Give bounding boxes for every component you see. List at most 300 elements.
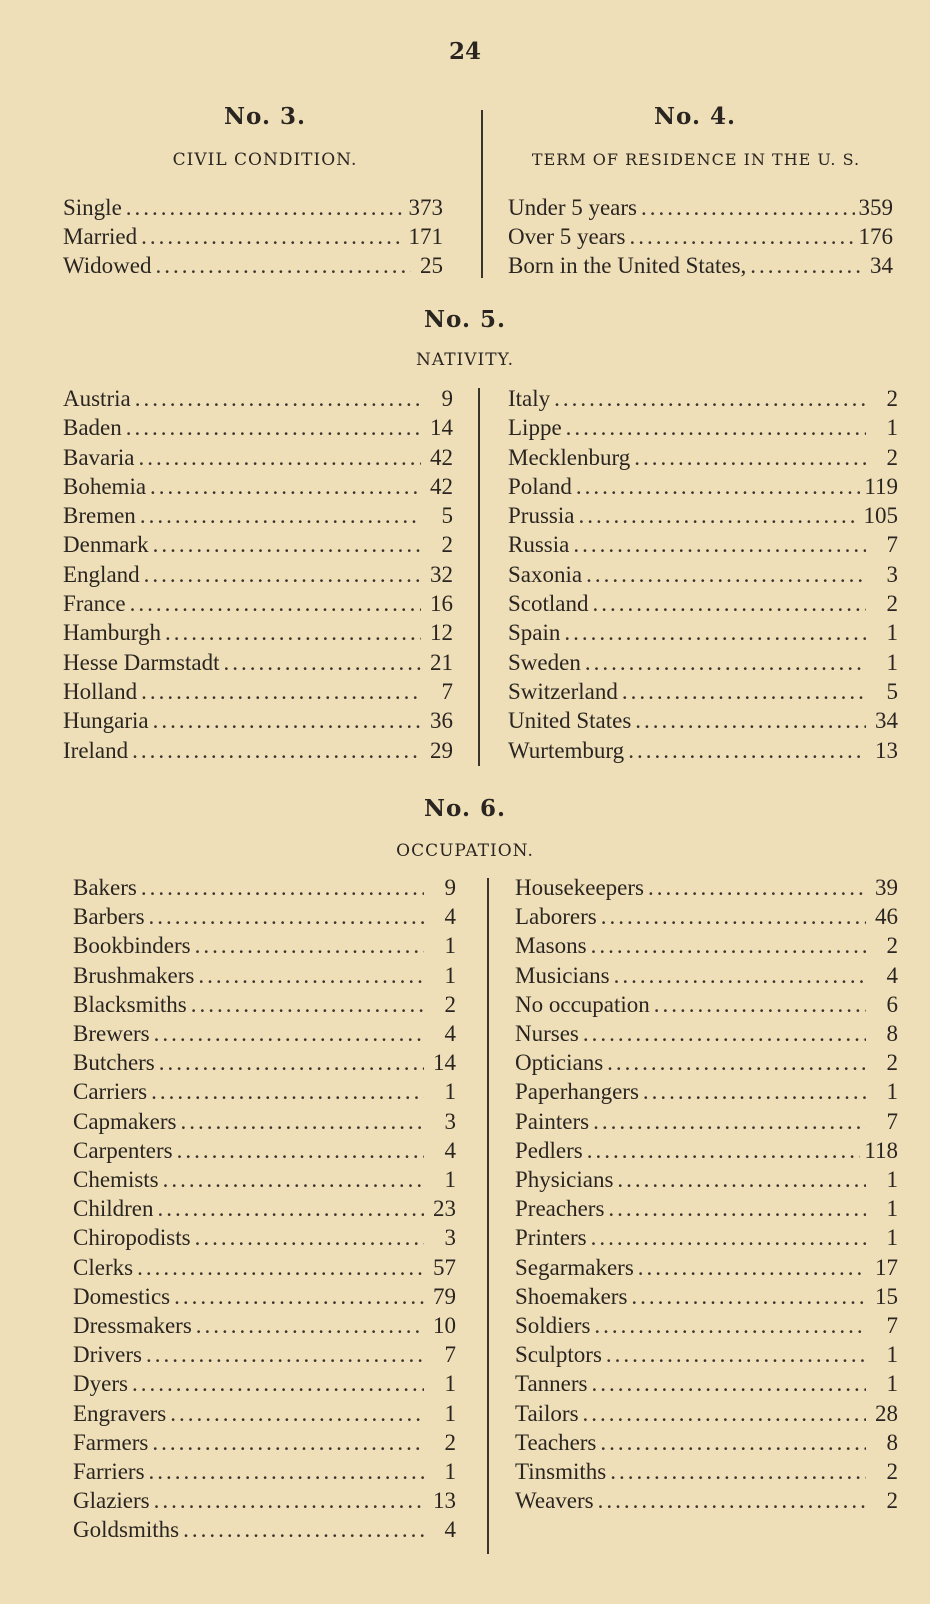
dot-leader bbox=[146, 1340, 424, 1369]
dot-leader bbox=[593, 1107, 866, 1136]
occupation-left-list bbox=[73, 873, 456, 1545]
dot-leader bbox=[635, 706, 866, 735]
table-row bbox=[73, 931, 456, 960]
row-label: Mecklenburg bbox=[508, 444, 631, 470]
table-row bbox=[515, 1253, 898, 1282]
dot-leader bbox=[606, 1340, 866, 1369]
dot-leader bbox=[224, 648, 422, 677]
row-label: No occupation bbox=[515, 991, 650, 1017]
row-value: 7 bbox=[441, 678, 453, 704]
table-row bbox=[73, 1340, 456, 1369]
dot-leader bbox=[573, 530, 866, 559]
dot-leader bbox=[628, 736, 866, 765]
row-label: Farmers bbox=[73, 1429, 149, 1455]
dot-leader bbox=[180, 1107, 424, 1136]
table-row bbox=[63, 501, 453, 530]
table-row bbox=[73, 1428, 456, 1457]
table-row bbox=[73, 1486, 456, 1515]
table-row bbox=[63, 736, 453, 765]
table-row bbox=[63, 472, 453, 501]
row-label: Baden bbox=[63, 415, 122, 441]
table-row bbox=[73, 1048, 456, 1077]
dot-leader bbox=[578, 501, 859, 530]
dot-leader bbox=[195, 931, 424, 960]
table-row bbox=[73, 1253, 456, 1282]
dot-leader bbox=[641, 193, 854, 222]
row-label: Weavers bbox=[515, 1488, 594, 1514]
column-divider-occupation bbox=[487, 878, 489, 1554]
table-row bbox=[73, 902, 456, 931]
residence-list bbox=[508, 193, 893, 280]
row-label: Goldsmiths bbox=[73, 1517, 180, 1543]
table-row bbox=[515, 1107, 898, 1136]
dot-leader bbox=[195, 1223, 424, 1252]
row-value: 1 bbox=[444, 1167, 456, 1193]
row-label: Soldiers bbox=[515, 1313, 591, 1339]
table-row bbox=[63, 648, 453, 677]
row-value: 1 bbox=[886, 1079, 898, 1105]
row-label: Sweden bbox=[508, 649, 581, 675]
dot-leader bbox=[137, 1253, 424, 1282]
row-label: Saxonia bbox=[508, 561, 583, 587]
table-row bbox=[73, 1223, 456, 1252]
table-row bbox=[63, 706, 453, 735]
row-value: 14 bbox=[433, 1050, 456, 1076]
row-value: 4 bbox=[444, 1137, 456, 1163]
dot-leader bbox=[630, 222, 855, 251]
row-value: 2 bbox=[886, 1488, 898, 1514]
row-label: Tinsmiths bbox=[515, 1459, 607, 1485]
dot-leader bbox=[643, 1077, 866, 1106]
table-row bbox=[508, 193, 893, 222]
dot-leader bbox=[177, 1136, 424, 1165]
row-value: 359 bbox=[858, 195, 893, 220]
dot-leader bbox=[554, 384, 866, 413]
row-value: 1 bbox=[444, 1371, 456, 1397]
row-value: 34 bbox=[870, 253, 893, 278]
row-label: Barbers bbox=[73, 904, 145, 930]
table-row bbox=[515, 1369, 898, 1398]
dot-leader bbox=[587, 1136, 861, 1165]
nativity-number: No. 5. bbox=[424, 306, 506, 333]
table-row bbox=[515, 1282, 898, 1311]
column-divider-nativity bbox=[478, 388, 480, 766]
dot-leader bbox=[601, 902, 866, 931]
dot-leader bbox=[156, 251, 412, 280]
table-row bbox=[73, 1019, 456, 1048]
dot-leader bbox=[141, 677, 421, 706]
table-row bbox=[515, 1077, 898, 1106]
dot-leader bbox=[151, 1077, 424, 1106]
row-label: Dyers bbox=[73, 1371, 128, 1397]
row-label: Sculptors bbox=[515, 1342, 602, 1368]
table-row bbox=[63, 413, 453, 442]
dot-leader bbox=[126, 193, 405, 222]
row-label: Born in the United States, bbox=[508, 253, 747, 278]
row-label: Prussia bbox=[508, 503, 575, 529]
dot-leader bbox=[654, 990, 866, 1019]
row-label: Capmakers bbox=[73, 1108, 177, 1134]
table-row bbox=[508, 618, 898, 647]
dot-leader bbox=[585, 648, 866, 677]
row-value: 1 bbox=[444, 933, 456, 959]
row-value: 8 bbox=[886, 1021, 898, 1047]
row-label: Lippe bbox=[508, 415, 562, 441]
row-value: 3 bbox=[444, 1108, 456, 1134]
table-row bbox=[73, 873, 456, 902]
table-row bbox=[515, 1340, 898, 1369]
row-value: 1 bbox=[444, 1400, 456, 1426]
dot-leader bbox=[566, 413, 866, 442]
table-row bbox=[508, 530, 898, 559]
row-value: 39 bbox=[875, 875, 898, 900]
table-row bbox=[508, 443, 898, 472]
row-label: Holland bbox=[63, 678, 138, 704]
dot-leader bbox=[583, 1019, 866, 1048]
row-value: 8 bbox=[886, 1429, 898, 1455]
row-label: Wurtemburg bbox=[508, 737, 625, 763]
row-label: Poland bbox=[508, 473, 572, 499]
table-row bbox=[63, 618, 453, 647]
dot-leader bbox=[591, 931, 866, 960]
row-label: Teachers bbox=[515, 1429, 597, 1455]
table-row bbox=[515, 902, 898, 931]
nativity-right-list bbox=[508, 384, 898, 765]
table-row bbox=[515, 1457, 898, 1486]
dot-leader bbox=[130, 589, 421, 618]
row-value: 4 bbox=[886, 962, 898, 988]
dot-leader bbox=[750, 251, 861, 280]
row-value: 2 bbox=[886, 591, 898, 617]
dot-leader bbox=[163, 1165, 424, 1194]
row-label: Dressmakers bbox=[73, 1313, 192, 1339]
row-value: 118 bbox=[864, 1137, 898, 1163]
dot-leader bbox=[153, 706, 421, 735]
row-label: Italy bbox=[508, 386, 551, 411]
table-row bbox=[508, 648, 898, 677]
row-value: 25 bbox=[420, 253, 443, 278]
row-value: 2 bbox=[886, 444, 898, 470]
row-value: 3 bbox=[444, 1225, 456, 1251]
row-value: 79 bbox=[433, 1283, 456, 1309]
row-label: Hungaria bbox=[63, 708, 149, 734]
row-value: 1 bbox=[444, 1459, 456, 1485]
table-row bbox=[73, 1311, 456, 1340]
row-label: Musicians bbox=[515, 962, 610, 988]
row-value: 17 bbox=[875, 1254, 898, 1280]
row-label: Chemists bbox=[73, 1167, 159, 1193]
row-value: 2 bbox=[886, 386, 898, 411]
dot-leader bbox=[191, 990, 424, 1019]
row-label: United States bbox=[508, 708, 632, 734]
dot-leader bbox=[126, 413, 421, 442]
dot-leader bbox=[564, 618, 866, 647]
row-label: Printers bbox=[515, 1225, 587, 1251]
dot-leader bbox=[139, 443, 421, 472]
column-divider-top bbox=[481, 110, 483, 278]
row-label: Spain bbox=[508, 620, 561, 646]
dot-leader bbox=[152, 1428, 424, 1457]
table-row bbox=[515, 1311, 898, 1340]
table-row bbox=[508, 501, 898, 530]
table-row bbox=[508, 384, 898, 413]
row-value: 9 bbox=[441, 386, 453, 411]
row-label: Blacksmiths bbox=[73, 991, 187, 1017]
row-value: 42 bbox=[430, 444, 453, 470]
row-value: 2 bbox=[886, 1050, 898, 1076]
row-value: 1 bbox=[886, 1196, 898, 1222]
row-value: 4 bbox=[444, 1021, 456, 1047]
row-value: 7 bbox=[886, 1108, 898, 1134]
row-value: 1 bbox=[886, 415, 898, 441]
table-row bbox=[63, 530, 453, 559]
dot-leader bbox=[608, 1194, 866, 1223]
row-value: 57 bbox=[433, 1254, 456, 1280]
dot-leader bbox=[594, 1311, 866, 1340]
row-value: 1 bbox=[886, 1371, 898, 1397]
row-label: Denmark bbox=[63, 532, 149, 558]
dot-leader bbox=[598, 1486, 866, 1515]
row-label: Tailors bbox=[515, 1400, 579, 1426]
civil-condition-list bbox=[63, 193, 443, 280]
dot-leader bbox=[159, 1048, 424, 1077]
dot-leader bbox=[135, 384, 421, 413]
row-label: Preachers bbox=[515, 1196, 605, 1222]
table-row bbox=[515, 1136, 898, 1165]
table-row bbox=[508, 251, 893, 280]
row-value: 21 bbox=[430, 649, 453, 675]
row-label: Chiropodists bbox=[73, 1225, 191, 1251]
table-row bbox=[515, 1194, 898, 1223]
civil-condition-heading: CIVIL CONDITION. bbox=[172, 150, 358, 170]
table-row bbox=[508, 677, 898, 706]
row-label: Engravers bbox=[73, 1400, 167, 1426]
row-value: 7 bbox=[444, 1342, 456, 1368]
row-value: 28 bbox=[875, 1400, 898, 1426]
row-value: 46 bbox=[875, 904, 898, 930]
dot-leader bbox=[144, 560, 421, 589]
table-row bbox=[515, 1019, 898, 1048]
table-row bbox=[73, 1282, 456, 1311]
row-label: Switzerland bbox=[508, 678, 618, 704]
row-value: 29 bbox=[430, 737, 453, 763]
nativity-left-list bbox=[63, 384, 453, 765]
row-value: 373 bbox=[408, 195, 443, 220]
row-label: Bremen bbox=[63, 503, 136, 529]
dot-leader bbox=[141, 222, 404, 251]
row-label: Brushmakers bbox=[73, 962, 195, 988]
dot-leader bbox=[600, 1428, 866, 1457]
row-label: Domestics bbox=[73, 1283, 171, 1309]
table-row bbox=[515, 1399, 898, 1428]
row-label: Brewers bbox=[73, 1021, 150, 1047]
table-row bbox=[73, 990, 456, 1019]
dot-leader bbox=[638, 1253, 866, 1282]
table-row bbox=[73, 1515, 456, 1544]
table-row bbox=[73, 1369, 456, 1398]
row-label: France bbox=[63, 591, 126, 617]
row-value: 6 bbox=[886, 991, 898, 1017]
row-label: Scotland bbox=[508, 591, 589, 617]
table-row bbox=[63, 251, 443, 280]
table-row bbox=[63, 384, 453, 413]
table-row bbox=[73, 1107, 456, 1136]
dot-leader bbox=[183, 1515, 424, 1544]
dot-leader bbox=[174, 1282, 424, 1311]
dot-leader bbox=[648, 873, 866, 902]
dot-leader bbox=[153, 530, 421, 559]
row-label: Married bbox=[63, 224, 138, 249]
row-value: 119 bbox=[864, 473, 898, 499]
residence-heading: TERM OF RESIDENCE IN THE U. S. bbox=[531, 150, 861, 169]
row-label: Paperhangers bbox=[515, 1079, 639, 1105]
row-value: 14 bbox=[430, 415, 453, 441]
row-value: 171 bbox=[408, 224, 443, 249]
table-row bbox=[508, 472, 898, 501]
row-value: 2 bbox=[444, 1429, 456, 1455]
row-label: Bookbinders bbox=[73, 933, 191, 959]
dot-leader bbox=[170, 1399, 424, 1428]
dot-leader bbox=[614, 961, 866, 990]
row-value: 2 bbox=[886, 1459, 898, 1485]
table-row bbox=[63, 443, 453, 472]
row-value: 4 bbox=[444, 1517, 456, 1543]
row-label: Austria bbox=[63, 386, 131, 411]
dot-leader bbox=[593, 589, 867, 618]
row-value: 13 bbox=[875, 737, 898, 763]
row-value: 1 bbox=[886, 649, 898, 675]
dot-leader bbox=[140, 501, 421, 530]
row-value: 9 bbox=[444, 875, 456, 900]
row-value: 5 bbox=[886, 678, 898, 704]
occupation-heading: OCCUPATION. bbox=[396, 841, 534, 861]
row-value: 1 bbox=[886, 1342, 898, 1368]
row-value: 10 bbox=[433, 1313, 456, 1339]
row-value: 2 bbox=[444, 991, 456, 1017]
table-row bbox=[73, 1457, 456, 1486]
row-label: Over 5 years bbox=[508, 224, 626, 249]
table-row bbox=[515, 931, 898, 960]
dot-leader bbox=[158, 1194, 425, 1223]
row-value: 12 bbox=[430, 620, 453, 646]
row-label: Opticians bbox=[515, 1050, 604, 1076]
row-label: Children bbox=[73, 1196, 154, 1222]
row-value: 13 bbox=[433, 1488, 456, 1514]
table-row bbox=[508, 222, 893, 251]
row-label: Clerks bbox=[73, 1254, 134, 1280]
dot-leader bbox=[622, 677, 866, 706]
table-row bbox=[515, 1165, 898, 1194]
row-label: Bakers bbox=[73, 875, 137, 900]
dot-leader bbox=[591, 1223, 866, 1252]
row-label: Single bbox=[63, 195, 122, 220]
row-value: 176 bbox=[858, 224, 893, 249]
row-label: Segarmakers bbox=[515, 1254, 634, 1280]
row-value: 7 bbox=[886, 1313, 898, 1339]
row-label: Bohemia bbox=[63, 473, 147, 499]
table-row bbox=[508, 560, 898, 589]
table-row bbox=[508, 413, 898, 442]
table-row bbox=[515, 1486, 898, 1515]
row-value: 23 bbox=[433, 1196, 456, 1222]
row-value: 34 bbox=[875, 708, 898, 734]
table-row bbox=[73, 961, 456, 990]
table-row bbox=[508, 589, 898, 618]
row-value: 32 bbox=[430, 561, 453, 587]
row-value: 16 bbox=[430, 591, 453, 617]
table-row bbox=[515, 873, 898, 902]
row-label: Farriers bbox=[73, 1459, 145, 1485]
row-label: Butchers bbox=[73, 1050, 155, 1076]
row-label: Physicians bbox=[515, 1167, 614, 1193]
table-row bbox=[63, 560, 453, 589]
dot-leader bbox=[576, 472, 860, 501]
row-label: Widowed bbox=[63, 253, 152, 278]
dot-leader bbox=[198, 961, 424, 990]
row-label: Ireland bbox=[63, 737, 129, 763]
row-label: Laborers bbox=[515, 904, 597, 930]
table-row bbox=[73, 1399, 456, 1428]
table-row bbox=[63, 589, 453, 618]
row-label: England bbox=[63, 561, 140, 587]
row-value: 15 bbox=[875, 1283, 898, 1309]
row-label: Carriers bbox=[73, 1079, 148, 1105]
row-value: 36 bbox=[430, 708, 453, 734]
row-value: 2 bbox=[441, 532, 453, 558]
dot-leader bbox=[132, 1369, 424, 1398]
row-value: 1 bbox=[886, 1167, 898, 1193]
row-value: 5 bbox=[441, 503, 453, 529]
dot-leader bbox=[607, 1048, 866, 1077]
dot-leader bbox=[586, 560, 866, 589]
table-row bbox=[63, 193, 443, 222]
table-row bbox=[63, 677, 453, 706]
table-row bbox=[508, 736, 898, 765]
table-row bbox=[515, 1223, 898, 1252]
dot-leader bbox=[634, 443, 866, 472]
row-value: 1 bbox=[886, 620, 898, 646]
dot-leader bbox=[150, 472, 421, 501]
table-row bbox=[515, 1428, 898, 1457]
row-value: 105 bbox=[863, 503, 898, 529]
dot-leader bbox=[165, 618, 421, 647]
dot-leader bbox=[141, 873, 424, 902]
civil-condition-number: No. 3. bbox=[224, 103, 306, 130]
dot-leader bbox=[610, 1457, 866, 1486]
row-value: 1 bbox=[886, 1225, 898, 1251]
nativity-heading: NATIVITY. bbox=[415, 350, 515, 370]
table-row bbox=[73, 1194, 456, 1223]
dot-leader bbox=[154, 1019, 424, 1048]
row-value: 1 bbox=[444, 962, 456, 988]
row-value: 1 bbox=[444, 1079, 456, 1105]
row-label: Housekeepers bbox=[515, 875, 645, 900]
page-number: 24 bbox=[448, 38, 481, 65]
table-row bbox=[73, 1077, 456, 1106]
table-row bbox=[515, 961, 898, 990]
dot-leader bbox=[154, 1486, 424, 1515]
row-label: Masons bbox=[515, 933, 587, 959]
row-value: 42 bbox=[430, 473, 453, 499]
row-label: Bavaria bbox=[63, 444, 135, 470]
row-value: 2 bbox=[886, 933, 898, 959]
row-label: Under 5 years bbox=[508, 195, 638, 220]
row-label: Pedlers bbox=[515, 1137, 583, 1163]
row-value: 4 bbox=[444, 904, 456, 930]
row-label: Hesse Darmstadt bbox=[63, 649, 220, 675]
dot-leader bbox=[583, 1399, 866, 1428]
dot-leader bbox=[149, 902, 424, 931]
